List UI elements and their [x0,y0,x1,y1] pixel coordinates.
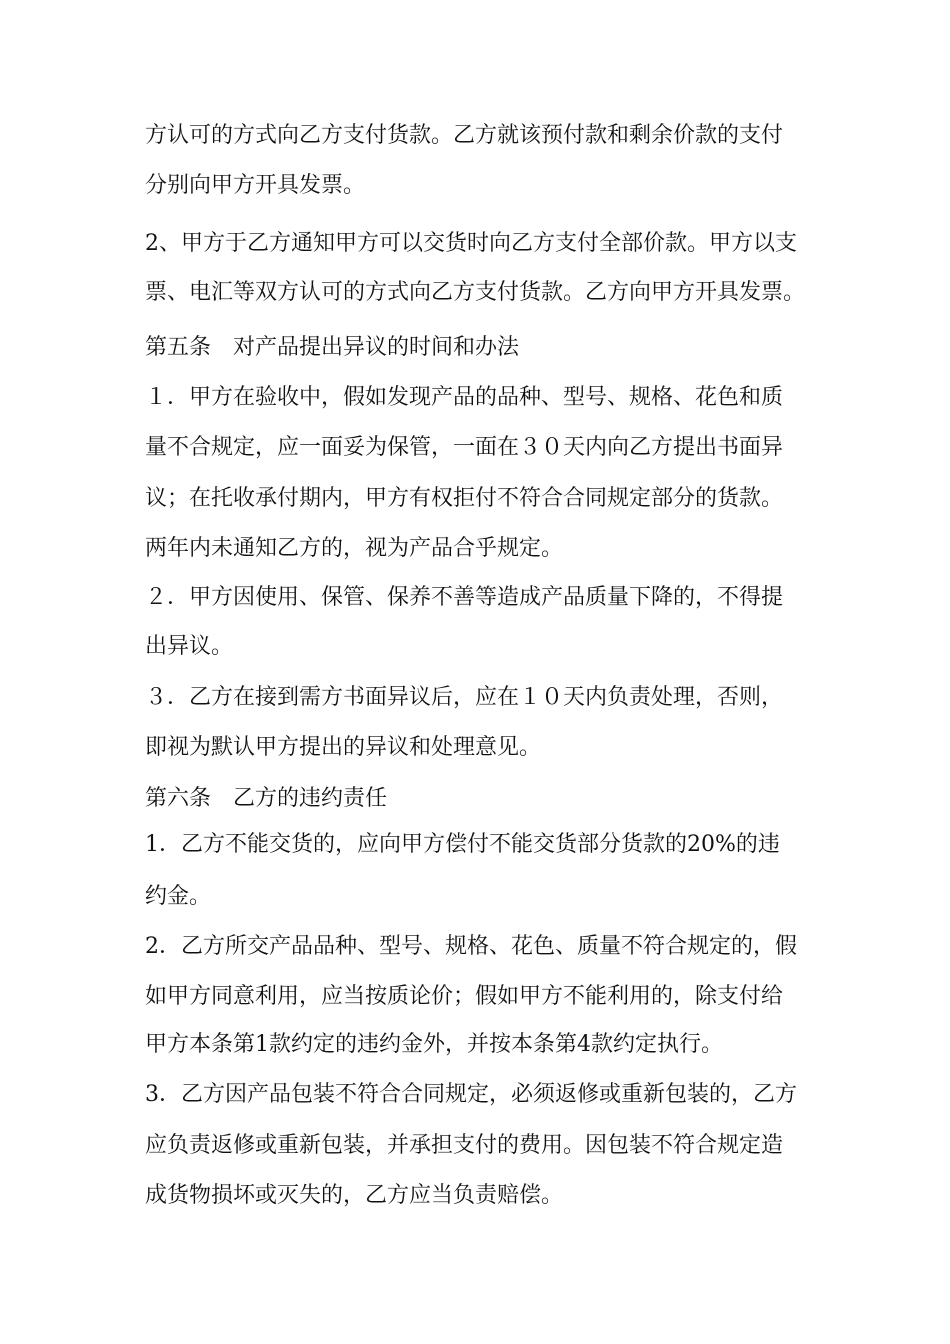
text-line: 甲方本条第1款约定的违约金外，并按本条第4款约定执行。 [145,1032,723,1057]
text-line: 应负责返修或重新包装，并承担支付的费用。因包装不符合规定造 [145,1133,784,1158]
text-line: 3．乙方因产品包装不符合合同规定，必须返修或重新包装的，乙方 [145,1082,797,1107]
text-line: 1．乙方不能交货的，应向甲方偿付不能交货部分货款的20%的违 [145,832,780,857]
text-line: 两年内未通知乙方的，视为产品合乎规定。 [145,536,564,561]
text-line: 成货物损坏或灭失的，乙方应当负责赔偿。 [145,1183,564,1208]
text-line: 即视为默认甲方提出的异议和处理意见。 [145,735,542,760]
text-line: 出异议。 [145,634,234,659]
text-line: １．甲方在验收中，假如发现产品的品种、型号、规格、花色和质 [145,385,784,410]
text-line: 如甲方同意利用，应当按质论价；假如甲方不能利用的，除支付给 [145,984,784,1009]
text-line: 票、电汇等双方认可的方式向乙方支付货款。乙方向甲方开具发票。 [145,280,806,305]
text-line: 分别向甲方开具发票。 [145,173,366,198]
text-line: 2．乙方所交产品品种、型号、规格、花色、质量不符合规定的，假 [145,934,797,959]
text-line: ２．甲方因使用、保管、保养不善等造成产品质量下降的，不得提 [145,585,784,610]
section-heading: 第五条 对产品提出异议的时间和办法 [145,335,520,360]
text-line: 议；在托收承付期内，甲方有权拒付不符合合同规定部分的货款。 [145,486,784,511]
text-line: 方认可的方式向乙方支付货款。乙方就该预付款和剩余价款的支付 [145,123,784,148]
text-line: 2、甲方于乙方通知甲方可以交货时向乙方支付全部价款。甲方以支 [145,231,797,256]
text-line: 约金。 [145,884,212,909]
text-line: ３．乙方在接到需方书面异议后，应在１０天内负责处理，否则， [145,685,784,710]
section-heading: 第六条 乙方的违约责任 [145,786,388,811]
text-line: 量不合规定，应一面妥为保管，一面在３０天内向乙方提出书面异 [145,435,784,460]
